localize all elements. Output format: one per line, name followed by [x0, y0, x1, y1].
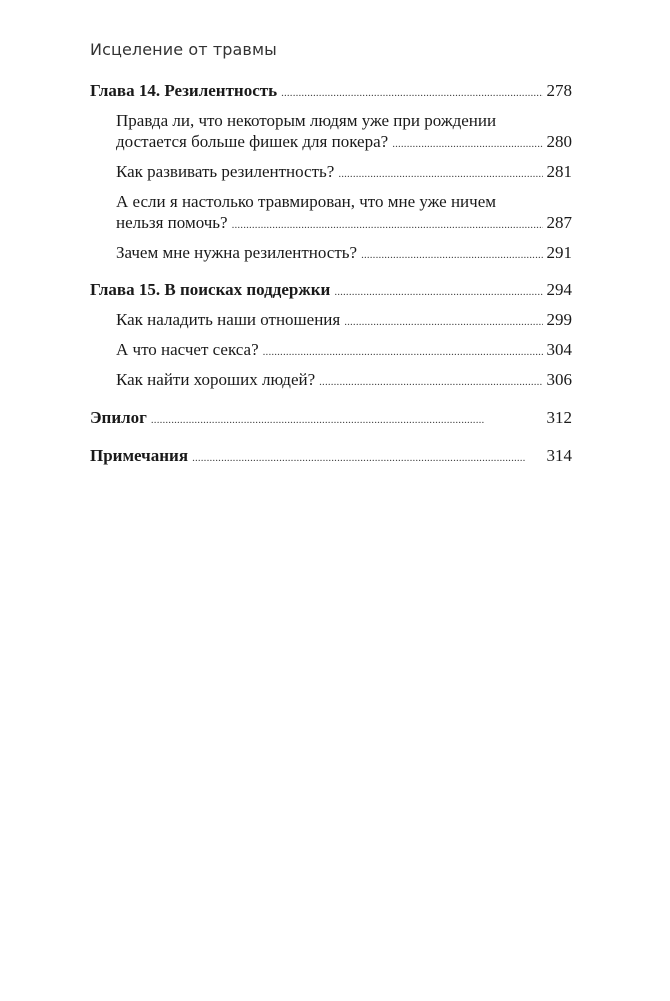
toc-section-title: Как наладить наши отношения: [116, 310, 341, 329]
running-title: Исцеление от травмы: [90, 40, 277, 59]
toc-page-number: 294: [546, 280, 572, 299]
toc-section-title-line2: достается больше фишек для покера?: [116, 132, 389, 151]
toc-epilogue[interactable]: [90, 407, 572, 431]
toc-section[interactable]: [90, 110, 572, 155]
toc-notes[interactable]: [90, 445, 572, 469]
toc-section[interactable]: [90, 309, 572, 333]
toc-section-title-line2: нельзя помочь?: [116, 213, 228, 232]
toc-section-title-line1: А если я настолько травмирован, что мне уже ничем: [116, 192, 497, 211]
toc-section[interactable]: [90, 339, 572, 363]
toc-chapter-title: Глава 15. В поисках поддержки: [90, 280, 331, 299]
toc-page-number: 291: [546, 243, 572, 262]
toc-page-number: 278: [546, 81, 572, 100]
toc-chapter-title: Эпилог: [90, 408, 147, 427]
toc-section-title: А что насчет секса?: [116, 340, 259, 359]
toc-chapter-title: Примечания: [90, 446, 189, 465]
dot-leader: [334, 282, 542, 303]
toc-section[interactable]: [90, 242, 572, 266]
toc-page-number: 306: [546, 370, 572, 389]
dot-leader: [263, 342, 543, 363]
toc-chapter-title: Глава 14. Резилентность: [90, 81, 278, 100]
toc-chapter-14[interactable]: [90, 80, 572, 104]
toc-section-title: Зачем мне нужна резилентность?: [116, 243, 358, 262]
dot-leader: [281, 83, 542, 104]
toc-section-title: Как развивать резилентность?: [116, 162, 335, 181]
dot-leader: [151, 410, 543, 431]
toc-page-number: 280: [546, 132, 572, 151]
dot-leader: [392, 134, 542, 155]
dot-leader: [338, 164, 542, 185]
toc-page-number: 287: [546, 213, 572, 232]
toc-page-number: 281: [546, 162, 572, 181]
toc-section-title: Как найти хороших людей?: [116, 370, 316, 389]
toc-section[interactable]: [90, 191, 572, 236]
toc-page-number: 299: [546, 310, 572, 329]
dot-leader: [232, 215, 543, 236]
table-of-contents: [90, 80, 572, 469]
toc-page-number: 314: [546, 446, 572, 465]
dot-leader: [361, 245, 542, 266]
dot-leader: [319, 372, 542, 393]
toc-section[interactable]: [90, 369, 572, 393]
dot-leader: [192, 448, 542, 469]
toc-chapter-15[interactable]: [90, 279, 572, 303]
toc-section[interactable]: [90, 161, 572, 185]
dot-leader: [344, 312, 542, 333]
toc-section-title-line1: Правда ли, что некоторым людям уже при рождении: [116, 111, 497, 130]
toc-page-number: 312: [546, 408, 572, 427]
toc-page-number: 304: [546, 340, 572, 359]
